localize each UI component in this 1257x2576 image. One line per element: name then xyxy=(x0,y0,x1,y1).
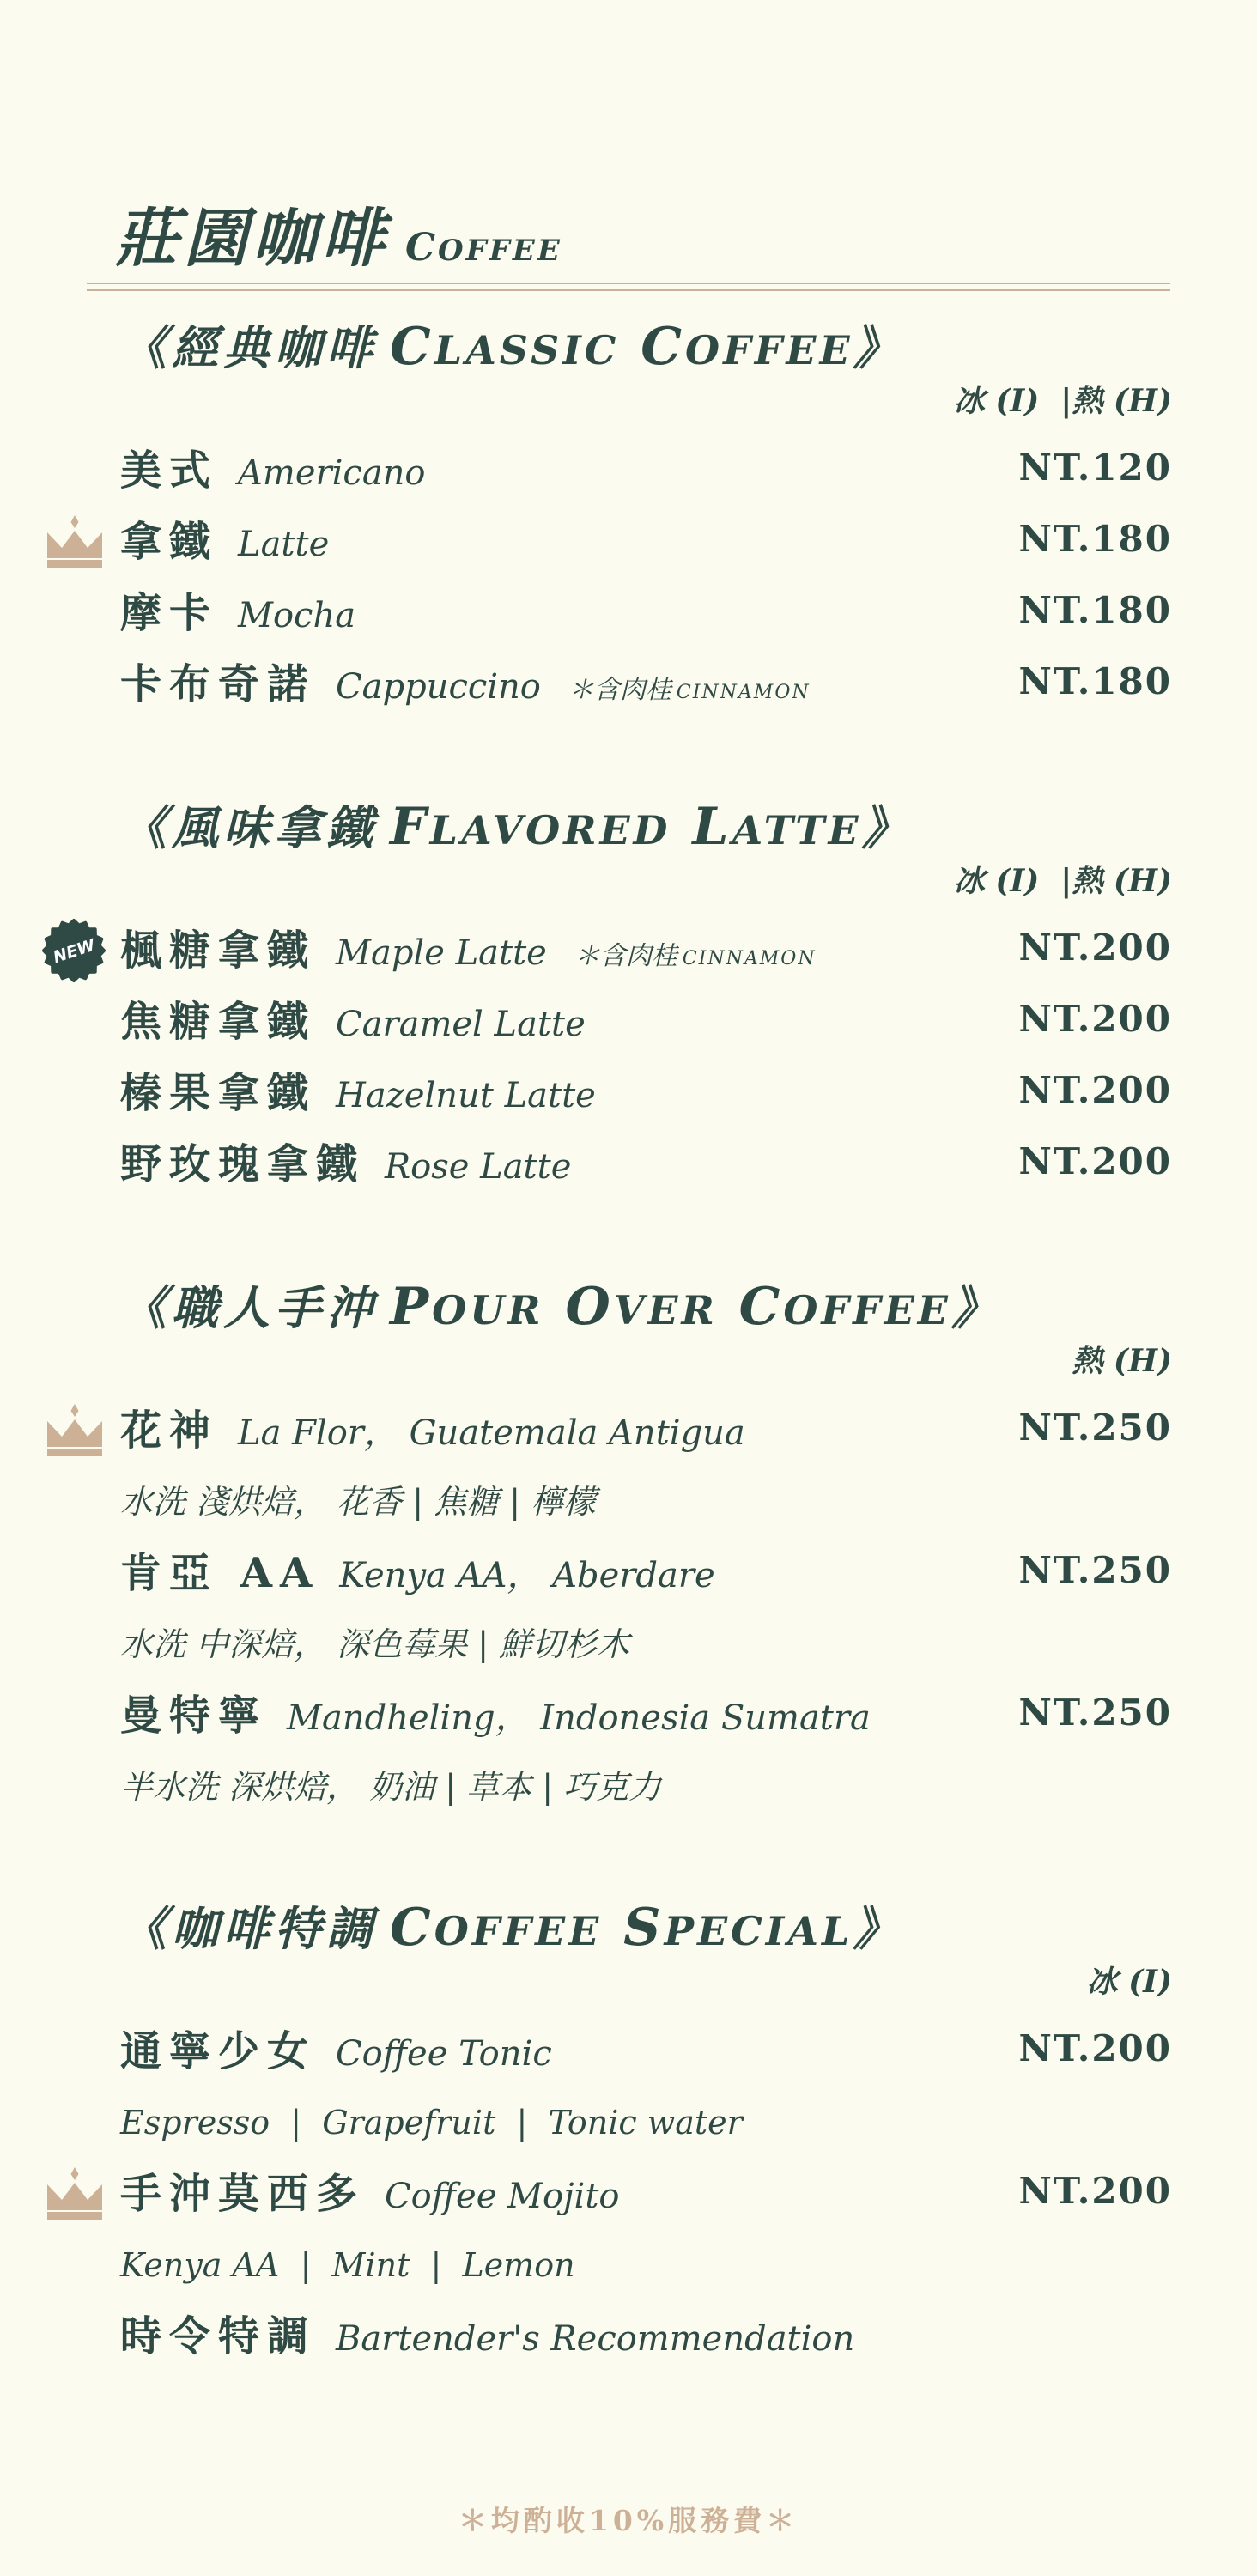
item-description: 水洗 淺烘焙， 花香 | 焦糖 | 檸檬 xyxy=(120,1483,597,1521)
item-name-en: Bartender's Recommendation xyxy=(336,2319,855,2359)
item-price: NT.250 xyxy=(1018,1549,1172,1591)
item-price: NT.250 xyxy=(1018,1406,1172,1449)
item-name-zh: 手沖莫西多 xyxy=(120,2170,366,2218)
item-name-zh: 美式 xyxy=(120,447,219,495)
small-caps-rest: OFFEE xyxy=(685,327,853,374)
small-caps-initial: O xyxy=(565,1277,614,1337)
item-name-zh: 焦糖拿鐵 xyxy=(120,998,317,1046)
footer-service-charge: ＊均酌收10%服務費＊ xyxy=(458,2504,799,2537)
menu-item xyxy=(120,578,1172,649)
small-caps-initial: C xyxy=(641,317,686,377)
section-heading-end: 》 xyxy=(950,1280,1003,1335)
item-note-zh: ＊含肉桂 xyxy=(568,675,671,705)
small-caps-initial: P xyxy=(390,1277,433,1337)
section-coffee-special xyxy=(120,1898,1172,2372)
new-badge-label: NEW xyxy=(51,935,98,968)
item-price: NT.200 xyxy=(1018,2027,1172,2069)
small-caps-initial: C xyxy=(738,1277,784,1337)
small-caps-rest: ATTE xyxy=(732,807,862,854)
title-zh: 莊園咖啡 xyxy=(115,202,390,276)
item-description: Espresso | Grapefruit | Tonic water xyxy=(120,2104,743,2142)
item-price: NT.200 xyxy=(1018,998,1172,1040)
item-name-zh: 肯亞 AA xyxy=(120,1549,320,1597)
item-price: NT.200 xyxy=(1018,1069,1172,1111)
small-caps-rest: LASSIC xyxy=(434,327,620,374)
small-caps-initial: C xyxy=(390,1898,434,1958)
item-name-en: Rose Latte xyxy=(385,1147,572,1187)
menu-item xyxy=(120,435,1172,507)
item-name-en: La Flor， Guatemala Antigua xyxy=(238,1413,745,1453)
crown-jewel xyxy=(71,515,79,528)
crown-body xyxy=(47,2183,102,2210)
item-description: Kenya AA | Mint | Lemon xyxy=(120,2246,575,2284)
crown-jewel xyxy=(71,2167,79,2180)
section-heading xyxy=(120,1898,1172,1958)
section-heading xyxy=(120,797,1172,857)
item-name-en: Mocha xyxy=(238,596,356,635)
temperature-label: 冰 (I) |熱 (H) xyxy=(953,383,1172,419)
item-name-en: Caramel Latte xyxy=(336,1005,586,1044)
item-price: NT.120 xyxy=(1018,447,1172,489)
section-pour-over-coffee xyxy=(120,1277,1172,1823)
menu-item xyxy=(120,2301,1172,2372)
menu-item xyxy=(120,1538,1172,1609)
item-name-en: Latte xyxy=(238,525,330,564)
small-caps-rest: PECIAL xyxy=(664,1908,853,1954)
menu-item xyxy=(120,507,1172,578)
item-name-zh: 時令特調 xyxy=(120,2312,317,2360)
temperature-label: 冰 (I) xyxy=(1086,1964,1172,2000)
item-price: NT.180 xyxy=(1018,589,1172,631)
crown-icon xyxy=(46,515,103,568)
small-caps-rest: LAVORED xyxy=(429,807,671,854)
item-name-zh: 拿鐵 xyxy=(120,518,219,566)
new-badge xyxy=(39,916,108,985)
item-note-en: CINNAMON xyxy=(676,682,811,703)
menu-item xyxy=(120,2159,1172,2230)
small-caps-initial: L xyxy=(692,797,732,857)
item-name-zh: 花神 xyxy=(120,1406,219,1455)
item-name-zh: 卡布奇諾 xyxy=(120,660,317,708)
crown-icon xyxy=(46,2167,103,2221)
title-en xyxy=(405,226,562,270)
item-price: NT.200 xyxy=(1018,927,1172,969)
section-heading-en xyxy=(390,797,862,857)
small-caps-initial: C xyxy=(405,226,439,270)
section-heading-end: 》 xyxy=(861,800,914,855)
menu-item xyxy=(120,1680,1172,1752)
item-name-en: Kenya AA， Aberdare xyxy=(339,1556,715,1595)
small-caps-rest: OUR xyxy=(432,1287,544,1334)
crown-band xyxy=(47,2212,102,2220)
section-flavored-latte xyxy=(51,797,1172,1200)
menu-item xyxy=(120,1395,1172,1467)
page-title xyxy=(115,203,562,275)
item-price: NT.250 xyxy=(1018,1692,1172,1734)
item-description: 半水洗 深烘焙， 奶油 | 草本 | 巧克力 xyxy=(120,1768,662,1806)
section-heading-en xyxy=(390,317,853,377)
item-note-zh: ＊含肉桂 xyxy=(574,941,677,971)
menu-item xyxy=(120,649,1172,720)
item-name-en: Coffee Tonic xyxy=(336,2034,552,2074)
item-price: NT.200 xyxy=(1018,1140,1172,1182)
item-name-en: Maple Latte xyxy=(336,933,547,973)
item-name-zh: 楓糖拿鐵 xyxy=(120,927,317,975)
section-heading-zh: 《經典咖啡 xyxy=(120,320,378,375)
small-caps-rest: OFFEE xyxy=(783,1287,951,1334)
section-heading-end: 》 xyxy=(853,1901,905,1956)
item-name-en: Hazelnut Latte xyxy=(336,1076,596,1115)
menu-item xyxy=(120,2016,1172,2087)
menu-item xyxy=(120,987,1172,1058)
item-note xyxy=(568,675,811,705)
item-note xyxy=(574,941,817,971)
item-name-en: Coffee Mojito xyxy=(385,2177,620,2216)
small-caps-initial: C xyxy=(390,317,434,377)
section-heading-en xyxy=(390,1898,853,1958)
item-name-zh: 榛果拿鐵 xyxy=(120,1069,317,1117)
small-caps-initial: S xyxy=(623,1898,665,1958)
small-caps-rest: OFFEE xyxy=(438,234,562,268)
section-heading xyxy=(120,1277,1172,1337)
menu-item xyxy=(120,1058,1172,1129)
crown-body xyxy=(47,1419,102,1447)
item-price: NT.180 xyxy=(1018,660,1172,702)
crown-band xyxy=(47,560,102,568)
temperature-label: 冰 (I) |熱 (H) xyxy=(953,863,1172,899)
menu-item xyxy=(120,1129,1172,1200)
item-note-en: CINNAMON xyxy=(682,948,817,969)
menu-item xyxy=(51,915,1172,987)
item-name-en: Cappuccino xyxy=(336,667,541,707)
item-name-zh: 曼特寧 xyxy=(120,1692,268,1740)
section-heading-en xyxy=(390,1277,951,1337)
crown-body xyxy=(47,531,102,558)
small-caps-initial: F xyxy=(390,797,430,857)
section-heading xyxy=(120,317,1172,377)
section-heading-end: 》 xyxy=(853,320,905,375)
small-caps-rest: VER xyxy=(613,1287,718,1334)
crown-icon xyxy=(46,1404,103,1457)
small-caps-rest: OFFEE xyxy=(434,1908,603,1954)
crown-band xyxy=(47,1449,102,1456)
crown-jewel xyxy=(71,1404,79,1417)
title-double-rule xyxy=(87,283,1170,291)
section-classic-coffee xyxy=(120,317,1172,720)
section-heading-zh: 《風味拿鐵 xyxy=(120,800,378,855)
item-name-en: Americano xyxy=(238,453,426,493)
item-name-en: Mandheling， Indonesia Sumatra xyxy=(287,1698,871,1738)
item-name-zh: 野玫瑰拿鐵 xyxy=(120,1140,366,1188)
temperature-label: 熱 (H) xyxy=(1072,1343,1172,1379)
item-name-zh: 通寧少女 xyxy=(120,2027,317,2075)
item-price: NT.180 xyxy=(1018,518,1172,560)
section-heading-zh: 《咖啡特調 xyxy=(120,1901,378,1956)
section-heading-zh: 《職人手沖 xyxy=(120,1280,378,1335)
item-price: NT.200 xyxy=(1018,2170,1172,2212)
item-description: 水洗 中深焙， 深色莓果 | 鮮切杉木 xyxy=(120,1625,630,1663)
item-name-zh: 摩卡 xyxy=(120,589,219,637)
